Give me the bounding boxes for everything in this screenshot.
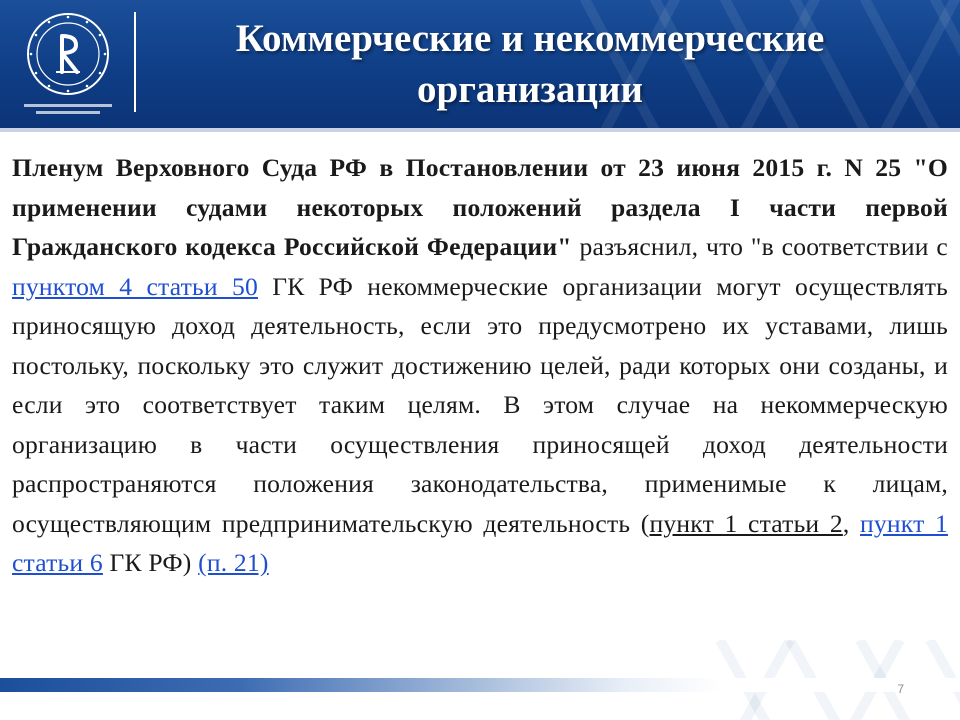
link-article-2[interactable]: пункт 1 статьи 2 (649, 508, 843, 538)
logo-divider (134, 12, 136, 112)
page-number: 7 (897, 682, 904, 696)
body-text-segment: разъяснил, что "в соответствии с (571, 232, 948, 261)
slide-title: Коммерческие и некоммерческие организации (235, 17, 825, 111)
header-banner (0, 0, 960, 128)
body-paragraph (12, 148, 948, 583)
body-text-segment: ГК РФ) (102, 548, 199, 577)
link-article-50[interactable]: пунктом 4 статьи 50 (12, 271, 258, 301)
hse-logo (22, 8, 114, 120)
body-text-segment: , (842, 508, 860, 538)
footer-gradient-bar (0, 678, 960, 692)
link-article-6[interactable]: пункт 1 статьи 6 (12, 508, 948, 577)
link-paragraph-21[interactable]: (п. 21) (198, 548, 269, 577)
lead-statement: Пленум Верховного Суда РФ в Постановлении от 23 июня 2015 г. N 25 "О применении судами некоторых положений раздела I части первой Гражданского кодекса Российской Федерации" (12, 153, 948, 261)
header-underline (0, 128, 960, 132)
body-text-segment: ГК РФ некоммерческие организации могут осуществлять приносящую доход деятельность, если это предусмотрено их уставами, лишь постольку, поскольку это служит достижению целей, ради которых они созданы, и если это соответствует таким целям. В этом случае на некоммерческую организацию в части осуществления приносящей доход деятельности распространяются положения законодательства, применимые к лицам, осуществляющим предпринимательскую деятельность ( (12, 271, 948, 538)
